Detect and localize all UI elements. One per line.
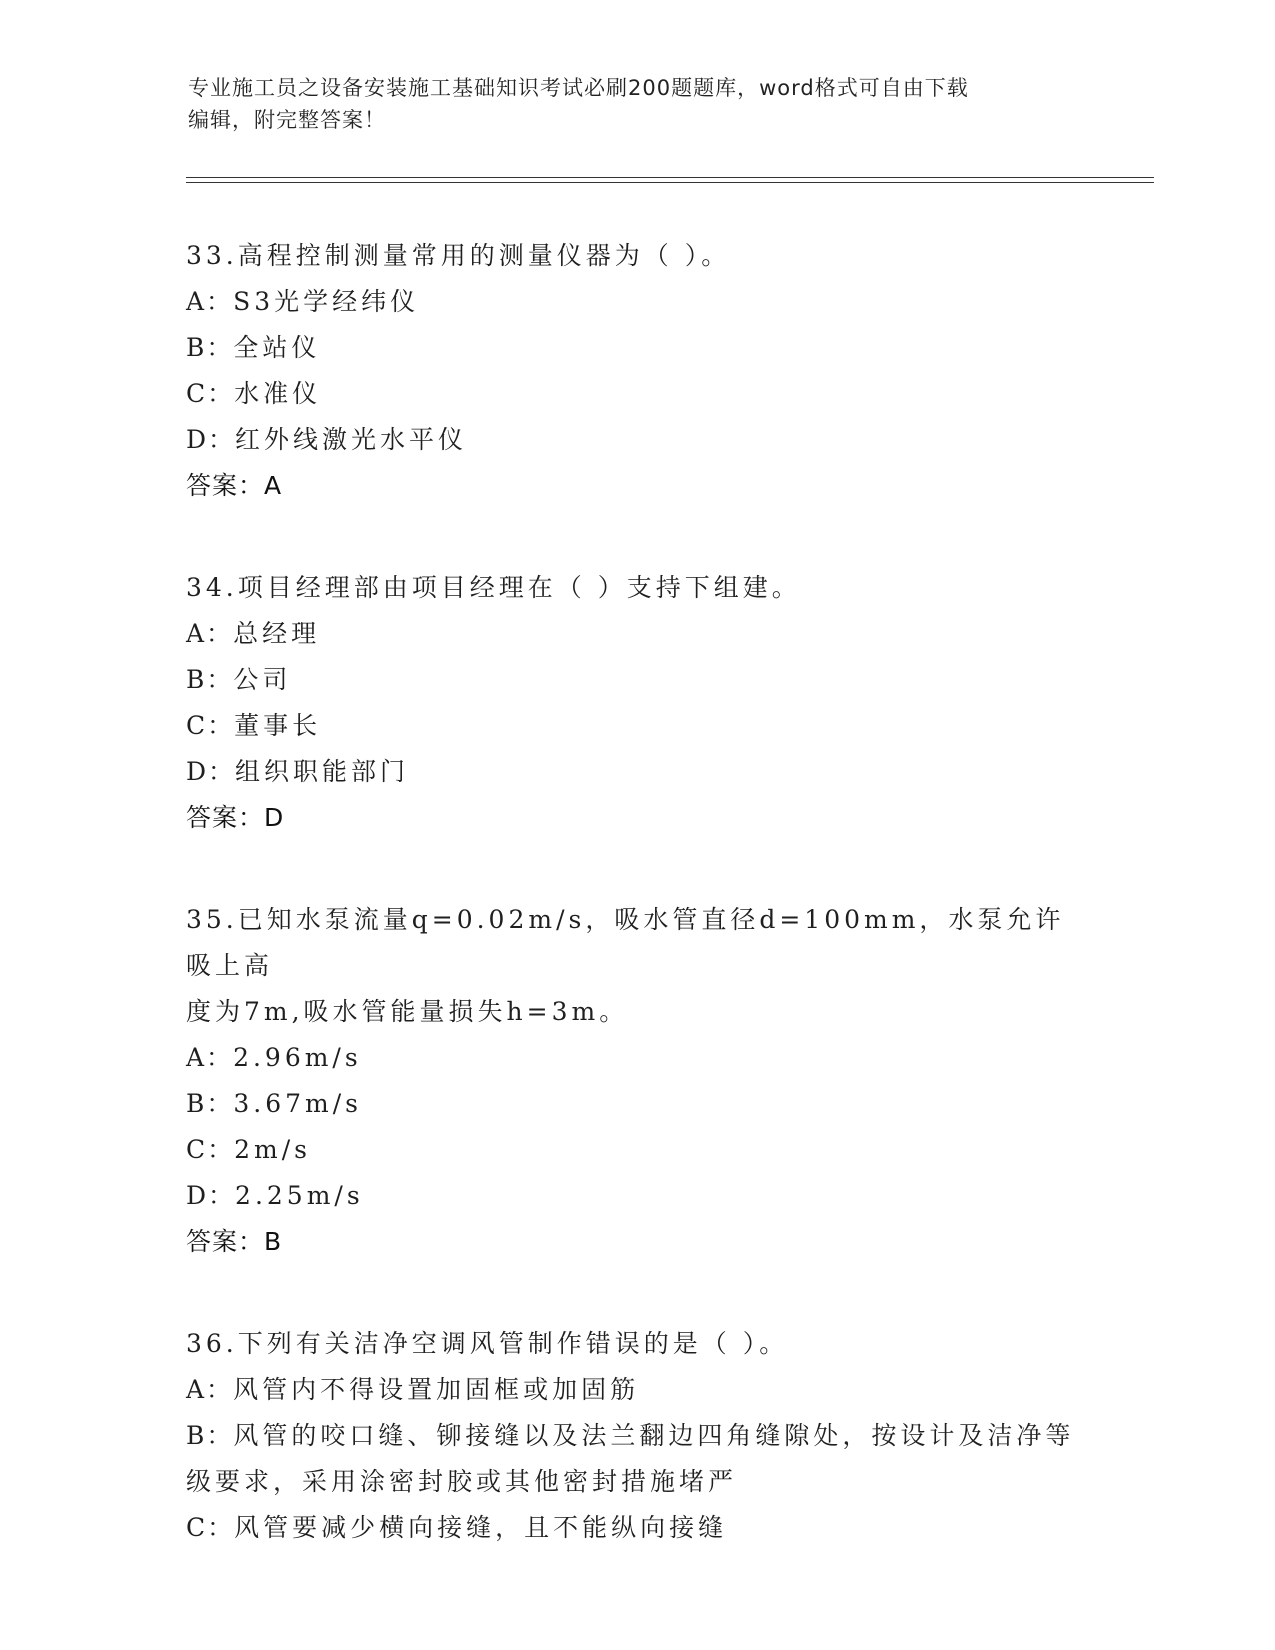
question-list [186,233,1086,1607]
option-label: B： [186,333,234,362]
option-label: C： [186,1513,235,1542]
option-label: D： [186,757,236,786]
option-text: 3.67m/s [233,1089,362,1118]
question-34 [186,565,1086,841]
option-text: 2.25m/s [235,1181,364,1210]
option-b-continued: 级要求，采用涂密封胶或其他密封措施堵严 [186,1467,738,1496]
option-a[interactable] [186,279,1086,325]
option-text: 总经理 [233,619,321,648]
question-35 [186,897,1086,1265]
option-c[interactable] [186,1127,1086,1173]
option-text: 风管内不得设置加固框或加固筋 [233,1375,640,1404]
option-text: 全站仪 [233,333,321,362]
option-label: C： [186,379,235,408]
option-b[interactable] [186,1413,1086,1459]
question-36 [186,1321,1086,1551]
option-label: B： [186,1089,234,1118]
option-c[interactable] [186,371,1086,417]
option-b[interactable] [186,325,1086,371]
option-text: 公司 [233,665,292,694]
option-c[interactable] [186,703,1086,749]
option-d[interactable] [186,1173,1086,1219]
header-rule-top [186,177,1154,178]
option-text: 水准仪 [234,379,322,408]
option-label: D： [186,1181,236,1210]
option-b[interactable] [186,657,1086,703]
option-label: D： [186,425,236,454]
document-header [188,72,1068,136]
question-stem-continued: 度为7m,吸水管能量损失h=3m。 [186,997,629,1026]
header-rule-bottom [186,182,1154,183]
option-label: B： [186,1421,234,1450]
header-line-2: 编辑，附完整答案！ [188,108,386,132]
option-a[interactable] [186,611,1086,657]
question-stem: 36.下列有关洁净空调风管制作错误的是（ ）。 [186,1329,789,1358]
option-text: 2m/s [234,1135,312,1164]
option-text: 董事长 [234,711,322,740]
option-d[interactable] [186,417,1086,463]
option-label: A： [186,1043,234,1072]
option-text: 风管要减少横向接缝，且不能纵向接缝 [234,1513,728,1542]
option-text: S3光学经纬仪 [233,287,420,316]
option-label: C： [186,711,235,740]
option-text: 红外线激光水平仪 [235,425,468,454]
answer-line: 答案：D [186,803,285,832]
option-b[interactable] [186,1081,1086,1127]
option-label: A： [186,287,234,316]
option-text: 2.96m/s [233,1043,362,1072]
option-label: B： [186,665,234,694]
answer-line: 答案：A [186,471,283,500]
option-a[interactable] [186,1367,1086,1413]
option-text: 风管的咬口缝、铆接缝以及法兰翻边四角缝隙处，按设计及洁净等 [233,1421,1075,1450]
option-text: 组织职能部门 [235,757,410,786]
question-stem: 35.已知水泵流量q=0.02m/s，吸水管直径d=100mm，水泵允许吸上高 [186,905,1065,980]
answer-line: 答案：B [186,1227,283,1256]
question-33 [186,233,1086,509]
option-d[interactable] [186,749,1086,795]
header-line-1: 专业施工员之设备安装施工基础知识考试必刷200题题库，word格式可自由下载 [188,76,969,100]
question-stem: 34.项目经理部由项目经理在（ ）支持下组建。 [186,573,801,602]
option-a[interactable] [186,1035,1086,1081]
option-label: C： [186,1135,235,1164]
option-label: A： [186,619,234,648]
option-c[interactable] [186,1505,1086,1551]
question-stem: 33.高程控制测量常用的测量仪器为（ ）。 [186,241,731,270]
option-label: A： [186,1375,234,1404]
